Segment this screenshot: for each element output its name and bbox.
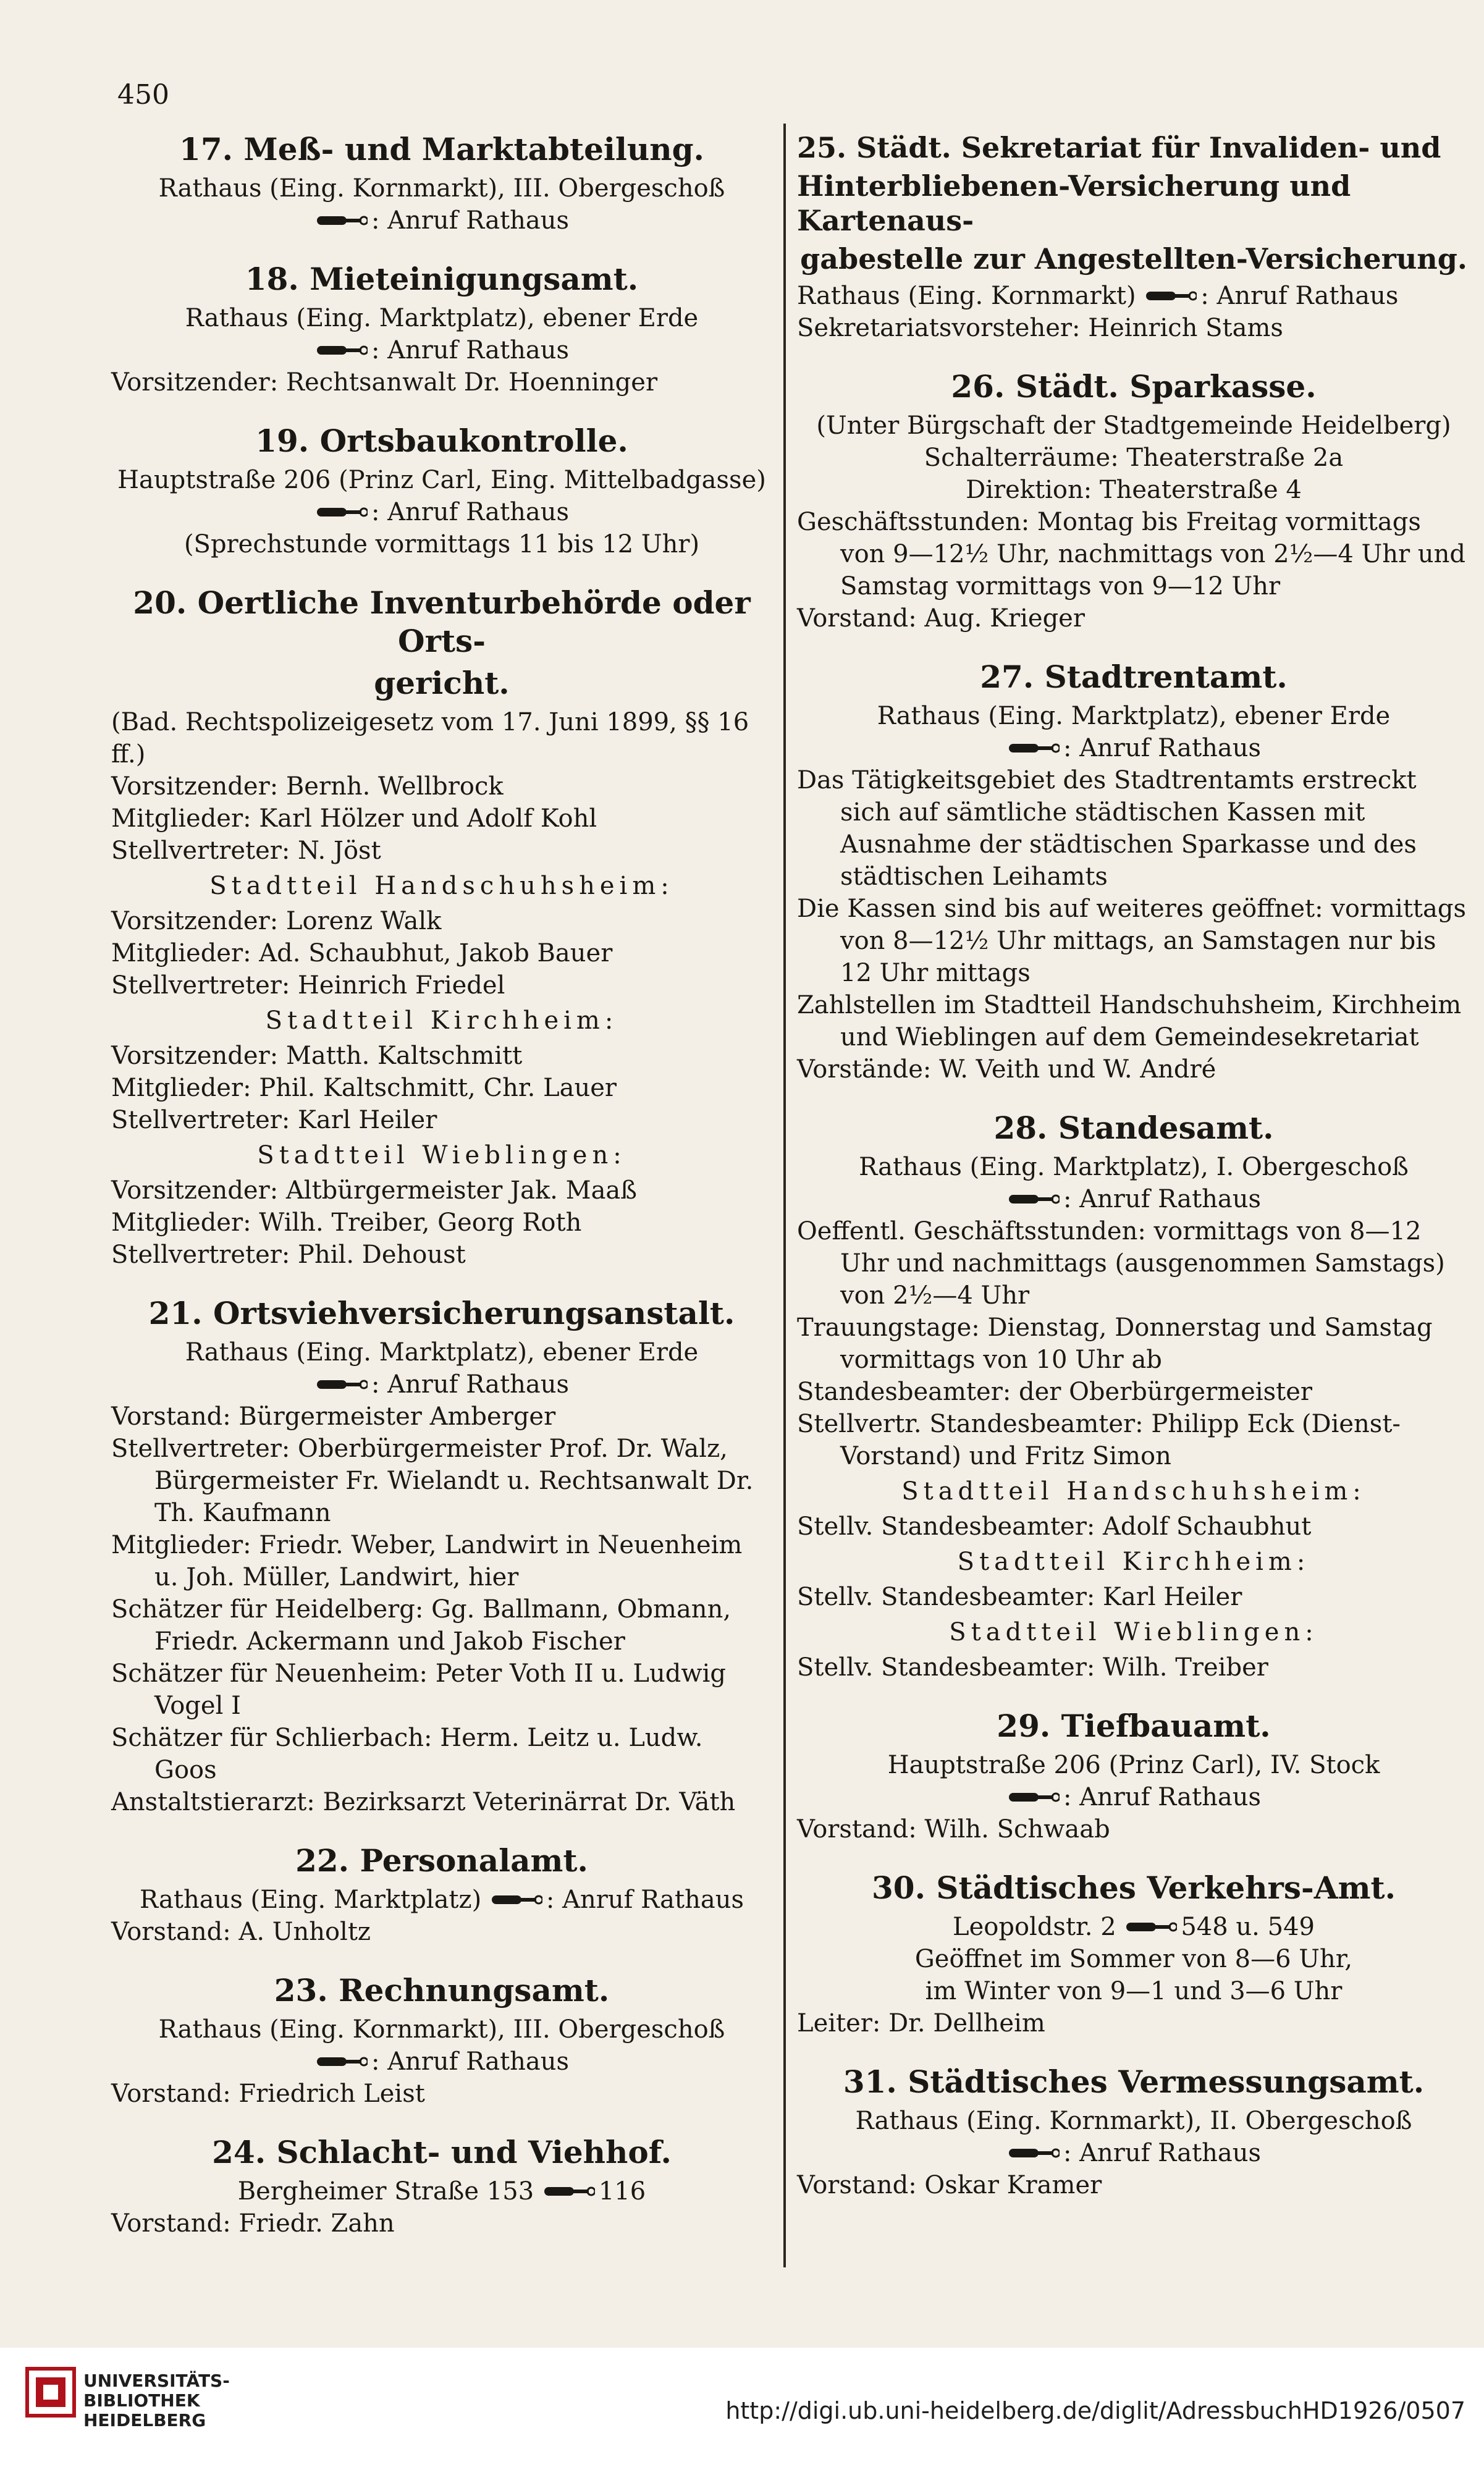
phone-text: : Anruf Rathaus [1063,734,1262,762]
district-heading: Stadtteil Handschuhsheim: [901,1477,1366,1506]
phone-text: : Anruf Rathaus [1063,2139,1262,2167]
veterinarian: Anstaltstierarzt: Bezirksarzt Veterinärrat Dr. Väth [111,1788,736,1816]
deputy: Stellvertreter: Phil. Dehoust [111,1241,466,1269]
library-name [83,2371,230,2430]
phone-line [797,1183,1470,1215]
district-heading: Stadtteil Handschuhsheim: [209,872,674,900]
section-28 [797,1109,1470,1684]
members: Mitglieder: Phil. Kaltschmitt, Chr. Lauer [111,1074,617,1102]
section-title: 23. Rechnungsamt. [274,1972,610,2009]
phone-line [797,732,1470,764]
address-phone [797,280,1470,312]
address: Leopoldstr. 2 [953,1913,1116,1941]
telephone-icon [1124,1919,1177,1935]
section-title: 29. Tiefbauamt. [997,1708,1271,1744]
phone-text: : Anruf Rathaus [546,1886,744,1914]
head: Sekretariatsvorsteher: Heinrich Stams [797,314,1283,342]
deputy: Stellvertreter: N. Jöst [111,837,381,865]
section-19 [111,422,772,560]
library-logo [25,2366,77,2418]
section-title-cont: gericht. [374,665,510,701]
telephone-icon [314,342,368,358]
deputy-registrar: Stellvertr. Standesbeamter: Philipp Eck (Dienst-Vorstand) und Fritz Simon [797,1410,1401,1470]
phone-line [111,2046,772,2078]
counter-rooms: Schalterräume: Theaterstraße 2a [924,444,1344,472]
phone-text: : Anruf Rathaus [371,498,570,526]
section-18 [111,260,772,398]
section-27 [797,658,1474,1086]
phone-text: : Anruf Rathaus [371,1370,570,1399]
business-hours: Geschäftsstunden: Montag bis Freitag vormittags von 9—12½ Uhr, nachmittags von 2½—4 Uhr und Samstag vormittags von 9—12 Uhr [797,508,1473,601]
section-23 [111,1971,772,2110]
right-column [797,127,1474,2225]
opening-hours: Die Kassen sind bis auf weiteres geöffnet: vormittags von 8—12½ Uhr mittags, an Samstagen nur bis 12 Uhr mittags [797,895,1474,987]
section-title: 28. Standesamt. [993,1110,1274,1146]
wedding-days: Trauungstage: Dienstag, Donnerstag und Samstag vormittags von 10 Uhr ab [797,1313,1441,1374]
phone-line [111,204,772,237]
telephone-icon [1144,288,1197,304]
section-title: 24. Schlacht- und Viehhof. [212,2134,672,2170]
telephone-icon [1006,2145,1060,2161]
district-heading: Stadtteil Kirchheim: [957,1548,1310,1576]
summer-hours: Geöffnet im Sommer von 8—6 Uhr, [914,1945,1353,1973]
assessors-schlierbach: Schätzer für Schlierbach: Herm. Leitz u. Ludw. Goos [111,1724,711,1784]
address: Bergheimer Straße 153 [237,2177,534,2206]
deputy: Stellvertreter: Karl Heiler [111,1106,437,1134]
phone-text: : Anruf Rathaus [371,2047,570,2076]
chairman: Vorsitzender: Altbürgermeister Jak. Maaß [111,1176,637,1205]
section-25 [797,130,1470,344]
section-title: 19. Ortsbaukontrolle. [255,423,628,459]
telephone-icon [314,213,368,229]
page-number: 450 [117,79,169,111]
section-title: 17. Meß- und Marktabteilung. [179,131,704,167]
district-heading: Stadtteil Wieblingen: [257,1141,626,1170]
address: Rathaus (Eing. Marktplatz), ebener Erde [185,304,699,332]
library-name-line: BIBLIOTHEK [83,2390,200,2411]
section-30 [797,1869,1470,2039]
telephone-icon [489,1892,542,1908]
phone-text: : Anruf Rathaus [371,206,570,235]
head: Leiter: Dr. Dellheim [797,2009,1045,2038]
guarantee: (Unter Bürgschaft der Stadtgemeinde Heidelberg) [816,411,1451,440]
section-31 [797,2063,1470,2201]
office-hours: (Sprechstunde vormittags 11 bis 12 Uhr) [183,530,700,559]
phone-text: : Anruf Rathaus [1063,1783,1262,1811]
address: Rathaus (Eing. Marktplatz) [139,1886,482,1914]
board: Vorstand: Aug. Krieger [797,604,1085,633]
telephone-icon [314,1376,368,1393]
section-title: 31. Städtisches Vermessungsamt. [843,2064,1425,2100]
scope: Das Tätigkeitsgebiet des Stadtrentamts erstreckt sich auf sämtliche städtischen Kassen mit Ausnahme der städtischen Sparkasse und des städtischen Leihamts [797,766,1425,891]
section-title: 25. Städt. Sekretariat für Invaliden- und [797,131,1441,164]
telephone-icon [314,2054,368,2070]
section-title: 30. Städtisches Verkehrs-Amt. [872,1870,1396,1906]
phone-line [111,1368,772,1401]
source-url-link[interactable]: http://digi.ub.uni-heidelberg.de/diglit/AdressbuchHD1926/0507 [725,2397,1465,2424]
telephone-icon [542,2183,595,2199]
section-title-cont: gabestelle zur Angestellten-Versicherung. [800,242,1467,276]
left-column [111,127,772,2263]
section-title-cont: Hinterbliebenen-Versicherung und Kartenaus- [797,169,1351,237]
section-title: 27. Stadtrentamt. [980,659,1288,695]
chairman: Vorsitzender: Lorenz Walk [111,907,442,935]
deputy-registrar: Stellv. Standesbeamter: Karl Heiler [797,1583,1242,1611]
board: Vorstand: A. Unholtz [111,1918,371,1946]
telephone-icon [1006,1191,1060,1207]
address-phone [797,1911,1470,1943]
members: Mitglieder: Wilh. Treiber, Georg Roth [111,1208,582,1237]
telephone-icon [314,504,368,520]
board: Vorstand: Oskar Kramer [797,2171,1102,2199]
members: Mitglieder: Ad. Schaubhut, Jakob Bauer [111,939,613,967]
section-24 [111,2133,772,2240]
district-heading: Stadtteil Kirchheim: [265,1006,618,1035]
section-20 [111,584,772,1271]
deputy-registrar: Stellv. Standesbeamter: Wilh. Treiber [797,1653,1268,1682]
board: Vorstand: Bürgermeister Amberger [111,1402,556,1431]
address: Hauptstraße 206 (Prinz Carl), IV. Stock [887,1751,1380,1779]
address-phone [111,2175,772,2207]
address: Rathaus (Eing. Kornmarkt) [797,282,1136,310]
board: Vorstand: Friedr. Zahn [111,2209,395,2238]
library-name-line: UNIVERSITÄTS- [83,2371,230,2391]
phone-line [797,1781,1470,1813]
assessors-neuenheim: Schätzer für Neuenheim: Peter Voth II u. Ludwig Vogel I [111,1659,734,1720]
section-17 [111,130,772,237]
board: Vorstand: Friedrich Leist [111,2080,425,2108]
legal-reference: (Bad. Rechtspolizeigesetz vom 17. Juni 1899, §§ 16 ff.) [111,708,757,769]
address: Rathaus (Eing. Marktplatz), ebener Erde [877,702,1391,730]
telephone-icon [1006,1789,1060,1805]
winter-hours: im Winter von 9—1 und 3—6 Uhr [925,1977,1343,2005]
chairman: Vorsitzender: Matth. Kaltschmitt [111,1042,523,1070]
deputy: Stellvertreter: Heinrich Friedel [111,971,505,1000]
chairman: Vorsitzender: Bernh. Wellbrock [111,772,504,801]
board: Vorstände: W. Veith und W. André [797,1055,1216,1084]
phone-line [797,2137,1470,2169]
address: Rathaus (Eing. Marktplatz), I. Obergeschoß [859,1153,1409,1181]
section-title: 20. Oertliche Inventurbehörde oder Orts- [133,584,751,659]
section-title: 18. Mieteinigungsamt. [245,261,639,297]
address: Rathaus (Eing. Marktplatz), ebener Erde [185,1338,699,1367]
office-hours: Oeffentl. Geschäftsstunden: vormittags von 8—12 Uhr und nachmittags (ausgenommen Samstags) von 2½—4 Uhr [797,1217,1453,1310]
pay-points: Zahlstellen im Stadtteil Handschuhsheim, Kirchheim und Wieblingen auf dem Gemeindesekretariat [797,991,1469,1052]
district-heading: Stadtteil Wieblingen: [949,1618,1318,1646]
address: Rathaus (Eing. Kornmarkt), II. Obergeschoß [855,2107,1412,2135]
phone-text: : Anruf Rathaus [1200,282,1399,310]
column-divider [783,124,786,2267]
address: Rathaus (Eing. Kornmarkt), III. Obergeschoß [158,2015,725,2044]
section-22 [111,1842,772,1948]
phone-text: : Anruf Rathaus [371,336,570,365]
section-title: 26. Städt. Sparkasse. [951,368,1317,405]
deputy-registrar: Stellv. Standesbeamter: Adolf Schaubhut [797,1512,1312,1541]
section-21 [111,1294,772,1818]
telephone-icon [1006,740,1060,756]
section-29 [797,1707,1470,1845]
phone-number: 116 [598,2177,646,2206]
assessors-heidelberg: Schätzer für Heidelberg: Gg. Ballmann, Obmann, Friedr. Ackermann und Jakob Fischer [111,1595,739,1656]
phone-number: 548 u. 549 [1181,1913,1315,1941]
board: Vorstand: Wilh. Schwaab [797,1815,1110,1844]
phone-line [111,496,772,528]
section-title: 22. Personalamt. [295,1842,588,1879]
members: Mitglieder: Karl Hölzer und Adolf Kohl [111,804,597,833]
library-name-line: HEIDELBERG [83,2410,206,2430]
section-26 [797,368,1473,634]
section-title: 21. Ortsviehversicherungsanstalt. [148,1295,735,1331]
directorate: Direktion: Theaterstraße 4 [966,476,1302,504]
address: Rathaus (Eing. Kornmarkt), III. Obergeschoß [158,174,725,203]
deputy: Stellvertreter: Oberbürgermeister Prof. Dr. Walz, Bürgermeister Fr. Wielandt u. Rechtsanwalt Dr. Th. Kaufmann [111,1435,762,1527]
chairman: Vorsitzender: Rechtsanwalt Dr. Hoenninger [111,368,658,397]
address: Hauptstraße 206 (Prinz Carl, Eing. Mittelbadgasse) [117,466,766,494]
address-phone [111,1884,772,1916]
registrar: Standesbeamter: der Oberbürgermeister [797,1378,1312,1406]
phone-line [111,334,772,366]
phone-text: : Anruf Rathaus [1063,1185,1262,1213]
members: Mitglieder: Friedr. Weber, Landwirt in Neuenheim u. Joh. Müller, Landwirt, hier [111,1531,751,1591]
